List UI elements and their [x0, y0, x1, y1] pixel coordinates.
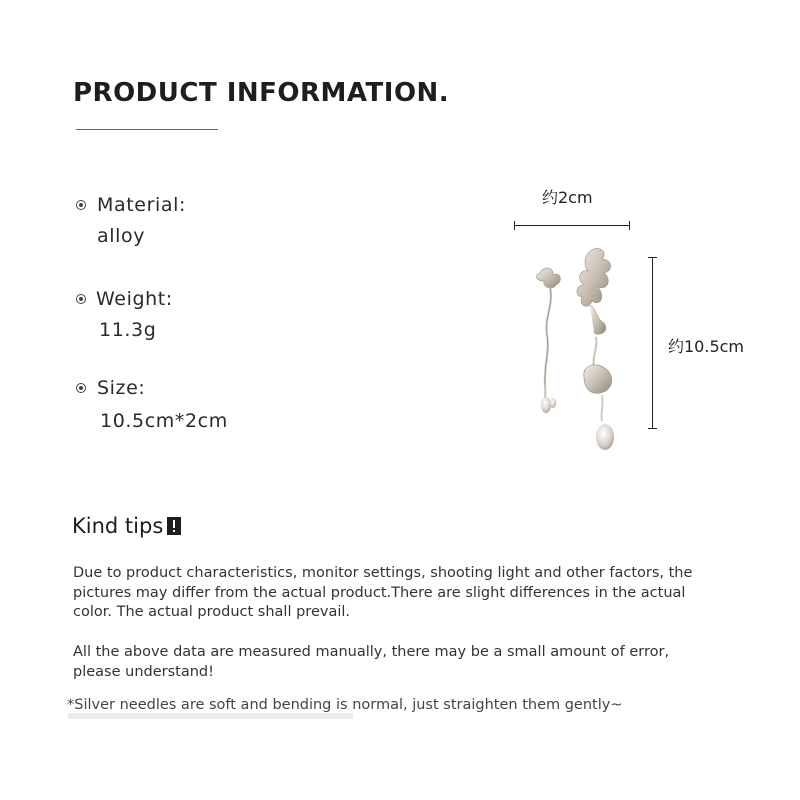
note-underline	[68, 713, 353, 719]
spec-label: Weight:	[96, 288, 173, 310]
bullet-icon	[76, 200, 86, 210]
height-dimension-line	[652, 257, 653, 429]
spec-value: 11.3g	[99, 319, 157, 341]
left-earring	[537, 268, 561, 413]
spec-value: alloy	[97, 225, 146, 247]
tips-paragraph-1: Due to product characteristics, monitor settings, shooting light and other factors, the pictures may differ from the actual product.There are slight differences in the actual color. The actual product shall prevail.	[73, 565, 693, 620]
silver-needle-note: *Silver needles are soft and bending is normal, just straighten them gently~	[67, 697, 623, 713]
width-dimension-label: 约2cm	[542, 188, 593, 207]
right-earring	[577, 248, 614, 450]
title-divider	[76, 129, 218, 130]
spec-label: Material:	[97, 194, 186, 216]
bullet-icon	[76, 294, 86, 304]
kind-tips-heading	[72, 514, 181, 538]
tips-paragraph-2: All the above data are measured manually, there may be a small amount of error, please understand!	[73, 644, 670, 680]
kind-tips-title: Kind tips	[72, 514, 164, 538]
height-dimension-label: 约10.5cm	[668, 337, 745, 356]
width-dimension-line	[514, 225, 630, 226]
exclamation-icon	[167, 517, 181, 535]
earrings-product-image	[520, 245, 640, 455]
bullet-icon	[76, 383, 86, 393]
page-title: PRODUCT INFORMATION.	[73, 78, 450, 108]
spec-label: Size:	[97, 377, 146, 399]
spec-value: 10.5cm*2cm	[100, 410, 228, 432]
